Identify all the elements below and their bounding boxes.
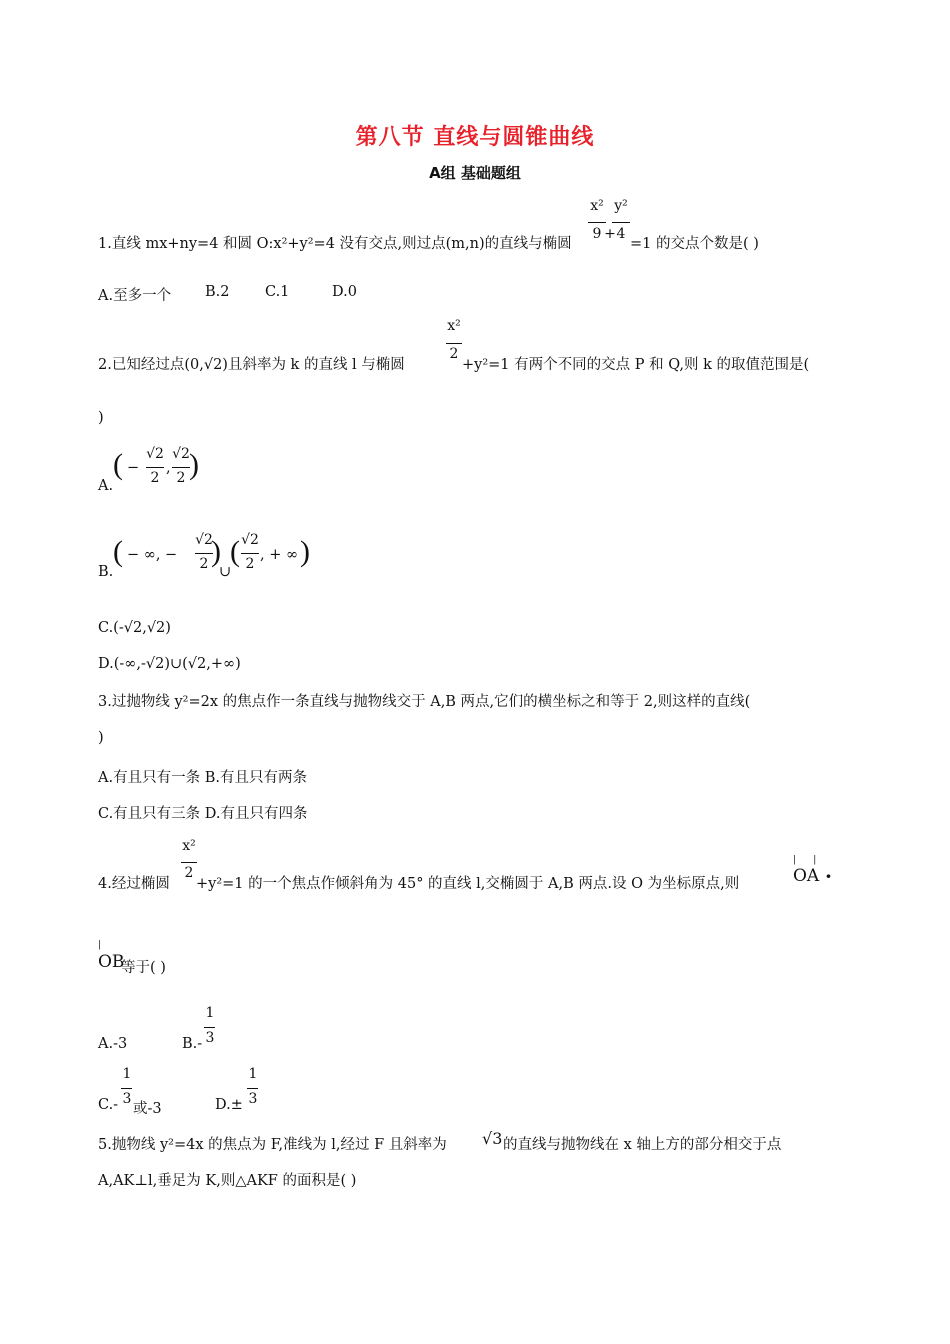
- q2-option-a-label: A.: [98, 478, 114, 494]
- q2-option-b-open-paren: (: [113, 535, 123, 568]
- q4-option-b-num: 1: [205, 1005, 215, 1021]
- q4-frac-denominator: 2: [184, 865, 194, 881]
- q4-vector-ob: OB: [98, 952, 125, 972]
- q5-sqrt3: √3: [482, 1129, 503, 1148]
- q4-option-c-den: 3: [122, 1091, 132, 1107]
- q1-text-after: =1 的交点个数是( ): [630, 236, 759, 252]
- q4-option-b-label: B.-: [182, 1036, 203, 1052]
- q4-option-a: A.-3: [98, 1036, 128, 1052]
- q2-option-a-frac1-num: √2: [146, 446, 164, 462]
- q2-option-d: D.(-∞,-√2)∪(√2,+∞): [98, 656, 241, 672]
- q1-text-before: 1.直线 mx+ny=4 和圆 O:x²+y²=4 没有交点,则过点(m,n)的直线与椭圆: [98, 236, 572, 252]
- q4-option-d-label: D.±: [215, 1097, 243, 1113]
- q5-text-after: 的直线与抛物线在 x 轴上方的部分相交于点: [503, 1137, 782, 1153]
- q2-text-after: +y²=1 有两个不同的交点 P 和 Q,则 k 的取值范围是(: [462, 357, 810, 373]
- vector-arrow-oa: | |: [793, 855, 817, 865]
- q2-option-a-frac2-den: 2: [176, 470, 186, 486]
- q1-frac2-bar: [612, 222, 630, 223]
- q5-line-2: A,AK⊥l,垂足为 K,则△AKF 的面积是( ): [98, 1173, 357, 1189]
- q4-option-b-den: 3: [205, 1030, 215, 1046]
- q2-option-a-frac2-num: √2: [172, 446, 190, 462]
- q4-vector-oa: OA: [793, 866, 820, 886]
- q2-option-a-open-paren: (: [113, 448, 123, 481]
- q2-option-a-close-paren: ): [189, 448, 199, 481]
- q2-option-b-frac2-den: 2: [245, 556, 255, 572]
- q1-option-d: D.0: [332, 284, 357, 300]
- q4-option-b-bar: [204, 1027, 215, 1028]
- q4-option-c-label: C.-: [98, 1097, 119, 1113]
- q2-option-a-frac1-den: 2: [150, 470, 160, 486]
- q3-close-paren: ): [98, 730, 104, 746]
- q4-option-d-den: 3: [248, 1091, 258, 1107]
- q1-frac2-denominator: 4: [616, 226, 626, 242]
- q1-option-c: C.1: [265, 284, 290, 300]
- q2-option-b-open-paren-2: (: [230, 535, 240, 568]
- q2-option-b-label: B.: [98, 564, 114, 580]
- q4-frac-bar: [181, 862, 197, 863]
- q2-close-paren: ): [98, 410, 104, 426]
- q2-option-a-frac2-bar: [172, 467, 190, 468]
- section-title: 第八节 直线与圆锥曲线: [355, 125, 595, 150]
- q2-option-a-frac1-bar: [146, 467, 164, 468]
- q4-option-c-num: 1: [122, 1066, 132, 1082]
- q2-frac-bar: [446, 343, 462, 344]
- q4-option-d-bar: [247, 1088, 258, 1089]
- q3-text: 3.过抛物线 y²=2x 的焦点作一条直线与抛物线交于 A,B 两点,它们的横坐标之和等于 2,则这样的直线(: [98, 694, 751, 710]
- q2-option-a-minus: −: [127, 460, 140, 476]
- q1-frac1-denominator: 9: [592, 226, 602, 242]
- q2-option-b-close-paren-1: ): [211, 535, 221, 568]
- q2-option-a-comma: ,: [166, 460, 171, 476]
- q1-plus: +: [604, 226, 616, 242]
- q2-text-before: 2.已知经过点(0,√2)且斜率为 k 的直线 l 与椭圆: [98, 357, 405, 373]
- q4-frac-numerator: x²: [182, 838, 196, 854]
- q2-option-b-neg-inf: − ∞, −: [127, 547, 178, 563]
- group-subtitle: A组 基础题组: [429, 164, 521, 182]
- q4-text-end: 等于( ): [121, 960, 166, 976]
- q2-option-b-close-paren-2: ): [300, 535, 310, 568]
- q3-options-ab: A.有且只有一条 B.有且只有两条: [98, 770, 307, 786]
- q2-option-b-frac2-num: √2: [241, 532, 259, 548]
- vector-arrow-ob: |: [98, 940, 102, 950]
- q4-dot-product: ·: [825, 864, 832, 888]
- q4-option-d-num: 1: [248, 1066, 258, 1082]
- q2-frac-denominator: 2: [449, 346, 459, 362]
- q5-text-before: 5.抛物线 y²=4x 的焦点为 F,准线为 l,经过 F 且斜率为: [98, 1137, 447, 1153]
- q1-frac1-numerator: x²: [590, 198, 604, 214]
- q2-frac-numerator: x²: [447, 318, 461, 334]
- q4-option-c-tail: 或-3: [133, 1101, 162, 1117]
- q1-option-a: A.至多一个: [98, 288, 172, 304]
- q2-option-b-frac1-num: √2: [195, 532, 213, 548]
- q1-option-b: B.2: [205, 284, 230, 300]
- q2-option-c: C.(-√2,√2): [98, 620, 171, 636]
- q2-option-b-pos-inf: , + ∞: [260, 547, 299, 563]
- q2-option-b-frac2-bar: [241, 553, 259, 554]
- q4-text-before: 4.经过椭圆: [98, 876, 170, 892]
- q2-option-b-frac1-den: 2: [199, 556, 209, 572]
- q3-options-cd: C.有且只有三条 D.有且只有四条: [98, 806, 308, 822]
- q4-text-after: +y²=1 的一个焦点作倾斜角为 45° 的直线 l,交椭圆于 A,B 两点.设 O 为坐标原点,则: [196, 876, 740, 892]
- q1-frac1-bar: [588, 222, 606, 223]
- q4-option-c-bar: [121, 1088, 132, 1089]
- q2-option-b-union: ∪: [219, 564, 232, 580]
- q1-frac2-numerator: y²: [614, 198, 628, 214]
